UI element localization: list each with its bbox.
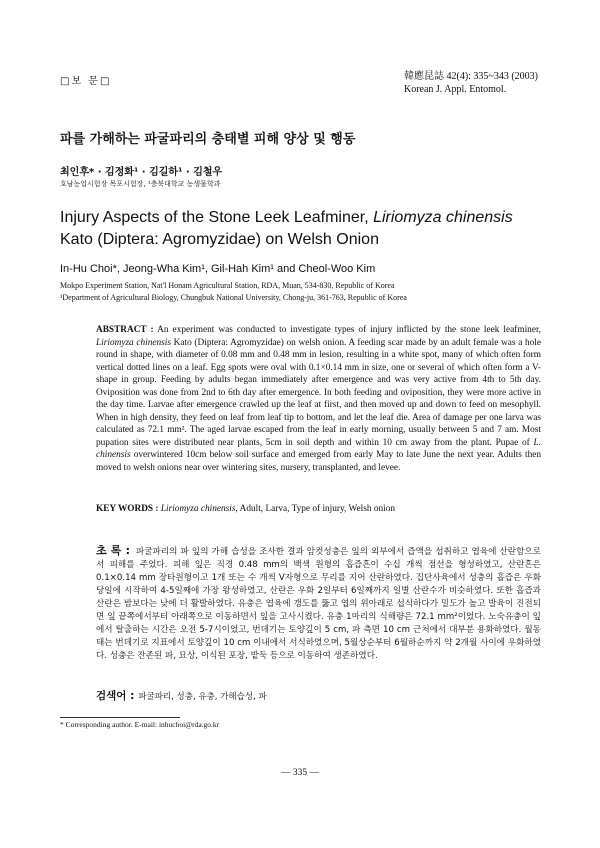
english-title-species: Liriomyza chinensis	[373, 209, 513, 226]
abstract-text-2: Kato (Diptera: Agromyzidae) on welsh onion. A feeding scar made by an adult female was a hole round in shape, with diameter of 0.08 mm and 0.48 mm in lesion, resulting in a white spot, many of which often form vertical dotted lines on a leaf. Egg spots were oval with 0.1×0.14 mm in size, one or several of which often form a V-shape in group. Feeding by adults began immediately after emergence and was very active from 4th to 5th day. Oviposition was done from 2nd to 6th day after emergence. In both feeding and oviposition, they were more active in the day time. Larvae after emergence crawled up the leaf at first, and then moved up and down to feed on mesophyll. When in high density, they feed on leaf from leaf tip to bottom, and let the leaf die. Area of damage per one larva was calculated as 72.1 mm². The aged larvae escaped from the leaf in early morning, usually between 5 and 7 am. Most pupation sites were distributed near plants, 5cm in soil depth and within 10 cm away from the plant. Pupae of	[96, 337, 542, 448]
korean-abstract	[96, 544, 541, 663]
korean-authors: 최인후* · 김정화¹ · 김길하¹ · 김철우	[60, 167, 223, 178]
english-affiliation-2: ¹Department of Agricultural Biology, Chungbuk National University, Chong-ju, 361-763, Republic of Korea	[60, 293, 407, 302]
english-title-pre: Injury Aspects of the Stone Leek Leafminer,	[60, 209, 374, 226]
abstract-species-short: L. chinensis	[96, 437, 541, 460]
keywords-label: KEY WORDS :	[96, 504, 159, 514]
korean-keywords-label: 검색어 :	[96, 690, 135, 702]
english-authors: In-Hu Choi*, Jeong-Wha Kim¹, Gil-Hah Kim¹ and Cheol-Woo Kim	[60, 263, 376, 275]
journal-citation	[404, 70, 538, 96]
english-title-post: Kato (Diptera: Agromyzidae) on Welsh Onion	[60, 231, 379, 248]
keywords-rest: , Adult, Larva, Type of injury, Welsh onion	[235, 504, 396, 514]
journal-citation-line1: 韓應昆誌 42(4): 335~343 (2003)	[403, 71, 538, 82]
korean-abstract-text: 파굴파리의 파 잎의 가해 습성을 조사한 결과 암컷성충은 잎의 외부에서 즙액을 섭취하고 엽육에 산란함으로서 피해를 주었다. 피해 잎은 직경 0.48 mm의 백색 원형의 흡즙흔이 수십 개씩 점선을 형성하였고, 산란흔은 0.1×0.14 mm 장타원형이고 1개 또는 수 개씩 V자형으로 무리를 지어 산란하였다. 집단사육에서 성충의 흡즙은 우화당일에 시작하여 4-5일째에 가장 왕성하였고, 산란은 우화 2일부터 6일째까지 일별 산란수가 비슷하였다. 또한 흡즙과 산란은 밤보다는 낮에 더 활발하였다. 유충은 엽육에 갱도를 뚫고 엽의 위아래로 섭식하다가 밀도가 높고 발육이 진전되면 잎 끝쪽에서부터 아래쪽으로 이동하면서 잎을 고사시켰다. 유충 1마리의 식해량은 72.1 mm²이었다. 노숙유충이 잎에서 탈출하는 시간은 오전 5-7시이었고, 번데기는 토양깊이 5 cm, 파 측면 10 cm 근처에서 대부분 용화하였다. 월동태는 번데기로 지표에서 토양깊이 10 cm 이내에서 서식하였으며, 5월상순부터 6월하순까지 약 2개월 사이에 우화하였다. 성충은 잔존된 파, 묘상, 이식된 포장, 밭둑 등으로 이동하여 생존하였다.	[96, 547, 541, 661]
section-label: □보 문□	[60, 76, 112, 87]
english-affiliation	[60, 280, 407, 304]
abstract	[96, 324, 541, 474]
keywords-species: Liriomyza chinensis	[160, 504, 236, 514]
korean-affiliation: 호남농업시험장 목포시험장, ¹충북대학교 농생물학과	[60, 180, 221, 188]
abstract-label: ABSTRACT :	[96, 325, 154, 335]
korean-keywords-text: 파굴파리, 성충, 유충, 가해습성, 파	[138, 692, 267, 702]
korean-abstract-label: 초 록 :	[96, 544, 130, 557]
footnote: * Corresponding author. E-mail: inhuchoi@rda.go.kr	[60, 720, 220, 729]
footnote-divider	[60, 717, 180, 718]
keywords	[96, 503, 541, 515]
abstract-species: Liriomyza chinensis	[96, 337, 171, 348]
korean-keywords	[96, 688, 541, 703]
korean-title: 파를 가해하는 파굴파리의 충태별 피해 양상 및 행동	[60, 132, 356, 147]
english-title	[60, 207, 540, 251]
english-affiliation-1: Mokpo Experiment Station, Nat'l Honam Agricultural Station, RDA, Muan, 534-830, Republic of Korea	[60, 281, 395, 290]
abstract-text-1: An experiment was conducted to investigate types of injury inflicted by the stone leek leafminer,	[153, 325, 541, 335]
abstract-text-3: overwintered 10cm below soil surface and emerged from early May to late June the next year. Adults then moved to welsh onions near over wintering sites, nursery, transplanted, and levee.	[96, 450, 541, 473]
journal-citation-line2: Korean J. Appl. Entomol.	[403, 84, 507, 95]
page-number: — 335 —	[281, 768, 319, 778]
